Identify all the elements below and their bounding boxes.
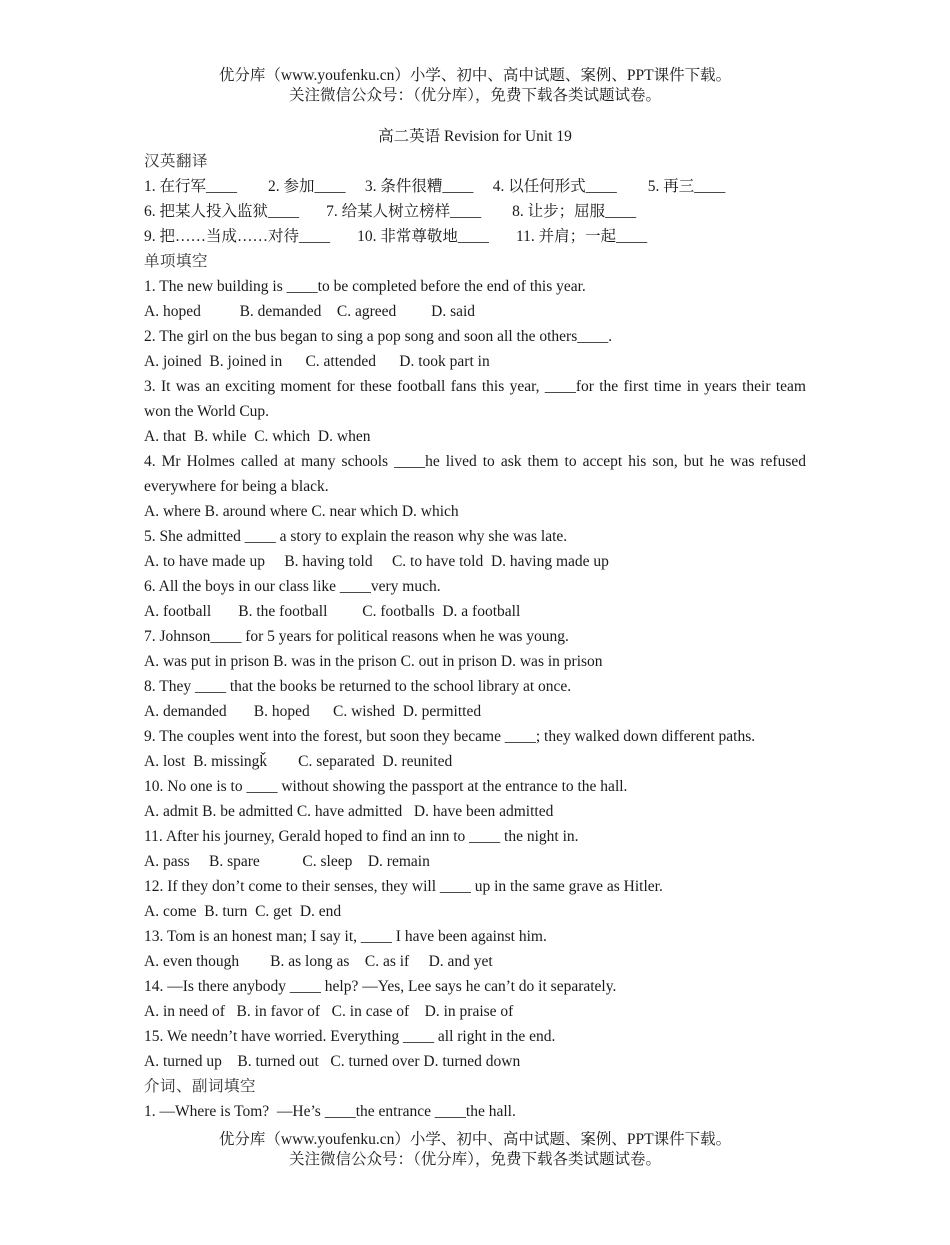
question-text: 11. After his journey, Gerald hoped to find an inn to ____ the night in. [144,828,579,845]
question-item [144,774,806,824]
page-header [0,66,950,106]
question-options: A. demanded B. hoped C. wished D. permitted [144,703,482,720]
question-options: A. where B. around where C. near which D. which [144,503,459,520]
question-options: A. even though B. as long as C. as if D. and yet [144,953,493,970]
question-text: 15. We needn’t have worried. Everything ____ all right in the end. [144,1028,556,1045]
question-item [144,924,806,974]
header-line-1: 优分库（www.youfenku.cn）小学、初中、高中试题、案例、PPT课件下载。 [218,67,732,84]
document-title: 高二英语 Revision for Unit 19 [378,128,572,145]
question-item [144,874,806,924]
question-item [144,724,806,774]
question-options: A. pass B. spare C. sleep D. remain [144,853,430,870]
question-item [144,374,806,449]
question-text: 13. Tom is an honest man; I say it, ____ I have been against him. [144,928,547,945]
question-options: A. that B. while C. which D. when [144,428,371,445]
question-item [144,524,806,574]
question-item [144,824,806,874]
section-translation-heading: 汉英翻译 [144,153,209,170]
question-text: 12. If they don’t come to their senses, they will ____ up in the same grave as Hitler. [144,878,663,895]
header-line-2: 关注微信公众号：（优分库），免费下载各类试题试卷。 [288,87,661,104]
question-options: A. football B. the football C. footballs D. a football [144,603,521,620]
section-single-choice-heading: 单项填空 [144,253,209,270]
document-body [144,124,806,1124]
question-text: 2. The girl on the bus began to sing a pop song and soon all the others____. [144,328,613,345]
question-item [144,324,806,374]
footer-line-1: 优分库（www.youfenku.cn）小学、初中、高中试题、案例、PPT课件下载。 [218,1131,732,1148]
footer-line-2: 关注微信公众号：（优分库），免费下载各类试题试卷。 [288,1151,661,1168]
question-item [144,574,806,624]
question-options: A. in need of B. in favor of C. in case of D. in praise of [144,1003,514,1020]
question-item [144,1024,806,1074]
question-options: A. turned up B. turned out C. turned over D. turned down [144,1053,521,1070]
fill-question-text: 1. —Where is Tom? —He’s ____the entrance ____the hall. [144,1103,516,1120]
section-fill-blank-heading: 介词、副词填空 [144,1078,257,1095]
question-options: A. lost B. missingǩ C. separated D. reunited [144,753,453,770]
question-text: 3. It was an exciting moment for these football fans this year, ____for the first time in years their team won the World Cup. [144,378,806,420]
question-text: 8. They ____ that the books be returned to the school library at once. [144,678,572,695]
translation-line: 9. 把……当成……对待____ 10. 非常尊敬地____ 11. 并肩；一起____ [144,228,648,245]
question-text: 5. She admitted ____ a story to explain the reason why she was late. [144,528,568,545]
page-footer [0,1130,950,1170]
question-text: 9. The couples went into the forest, but soon they became ____; they walked down different paths. [144,728,756,745]
question-item [144,624,806,674]
question-options: A. joined B. joined in C. attended D. took part in [144,353,490,370]
question-item [144,974,806,1024]
question-options: A. admit B. be admitted C. have admitted D. have been admitted [144,803,554,820]
question-options: A. was put in prison B. was in the prison C. out in prison D. was in prison [144,653,603,670]
question-options: A. to have made up B. having told C. to have told D. having made up [144,553,609,570]
question-text: 10. No one is to ____ without showing the passport at the entrance to the hall. [144,778,628,795]
question-item [144,674,806,724]
question-text: 7. Johnson____ for 5 years for political reasons when he was young. [144,628,569,645]
question-text: 14. —Is there anybody ____ help? —Yes, Lee says he can’t do it separately. [144,978,617,995]
question-options: A. come B. turn C. get D. end [144,903,342,920]
translation-line: 1. 在行军____ 2. 参加____ 3. 条件很糟____ 4. 以任何形式____ 5. 再三____ [144,178,726,195]
question-options: A. hoped B. demanded C. agreed D. said [144,303,476,320]
question-item [144,449,806,524]
translation-line: 6. 把某人投入监狱____ 7. 给某人树立榜样____ 8. 让步；屈服____ [144,203,637,220]
question-text: 6. All the boys in our class like ____very much. [144,578,441,595]
question-text: 1. The new building is ____to be completed before the end of this year. [144,278,586,295]
question-text: 4. Mr Holmes called at many schools ____he lived to ask them to accept his son, but he was refused everywhere for being a black. [144,453,806,495]
question-item [144,274,806,324]
